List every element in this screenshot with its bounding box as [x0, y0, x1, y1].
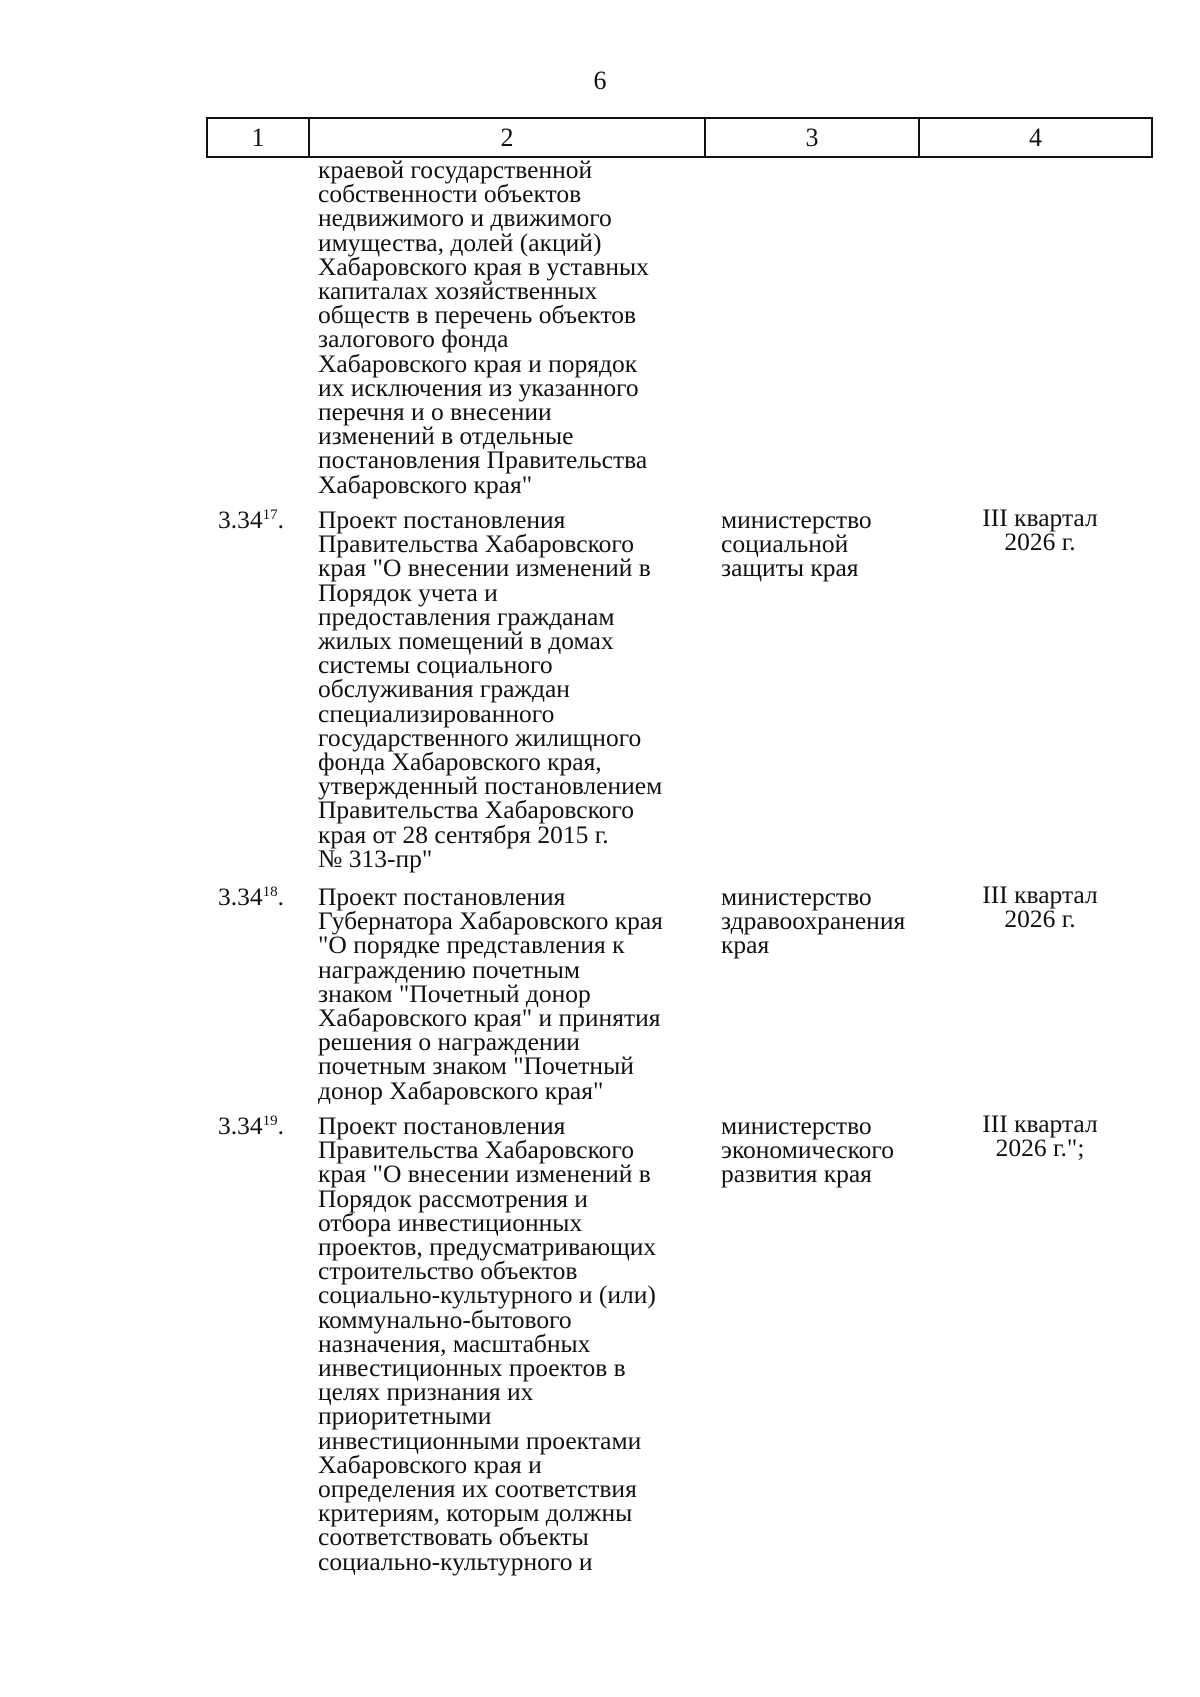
row-title-17: Проект постановления Правительства Хабаровского края "О внесении изменений в Порядок учета и предоставления гражданам жилых помещений в домах системы социального обслуживания граждан специализированного государственного жилищного фонда Хабаровского края, утвержденный постановлением Правительства Хабаровского края от 28 сентября 2015 г. № 313-пр" — [318, 505, 663, 873]
row-number-dot: . — [277, 1111, 284, 1140]
row-number-19 — [218, 1111, 284, 1140]
row-number-sup: 17 — [262, 507, 278, 523]
column-header-table — [206, 117, 1153, 158]
page-number: 6 — [593, 66, 607, 95]
row-number-dot: . — [277, 882, 284, 911]
row-responsible-18: министерство здравоохранения края — [721, 882, 906, 960]
column-header-row — [207, 118, 1152, 157]
row-number-base: 3.34 — [218, 882, 263, 911]
column-header-4: 4 — [919, 118, 1152, 157]
row-deadline-17: III квартал 2026 г. — [982, 503, 1098, 557]
row-deadline-19: III квартал 2026 г."; — [982, 1109, 1098, 1163]
continuation-text: краевой государственной собственности объектов недвижимого и движимого имущества, долей (акций) Хабаровского края в уставных капиталах хозяйственных обществ в перечень объектов залогового фонда Хабаровского края и порядок их исключения из указанного перечня и о внесении изменений в отдельные постановления Правительства Хабаровского края" — [318, 155, 649, 499]
column-header-3: 3 — [705, 118, 919, 157]
row-title-18: Проект постановления Губернатора Хабаровского края "О порядке представления к награждению почетным знаком "Почетный донор Хабаровского края" и принятия решения о награждении почетным знаком "Почетный донор Хабаровского края" — [318, 882, 663, 1105]
row-number-dot: . — [277, 505, 284, 534]
row-number-sup: 18 — [262, 884, 278, 900]
column-header-1: 1 — [207, 118, 309, 157]
row-number-18 — [218, 882, 284, 911]
row-responsible-17: министерство социальной защиты края — [721, 505, 872, 583]
row-deadline-18: III квартал 2026 г. — [982, 880, 1098, 934]
row-number-17 — [218, 505, 284, 534]
row-number-base: 3.34 — [218, 1111, 263, 1140]
row-number-base: 3.34 — [218, 505, 263, 534]
row-responsible-19: министерство экономического развития края — [721, 1111, 894, 1189]
row-title-19: Проект постановления Правительства Хабаровского края "О внесении изменений в Порядок рассмотрения и отбора инвестиционных проектов, предусматривающих строительство объектов социально-культурного и (или) коммунально-бытового назначения, масштабных инвестиционных проектов в целях признания их приоритетными инвестиционными проектами Хабаровского края и определения их соответствия критериям, которым должны соответствовать объекты социально-культурного и — [318, 1111, 657, 1576]
row-number-sup: 19 — [262, 1113, 278, 1129]
column-header-2: 2 — [309, 118, 705, 157]
